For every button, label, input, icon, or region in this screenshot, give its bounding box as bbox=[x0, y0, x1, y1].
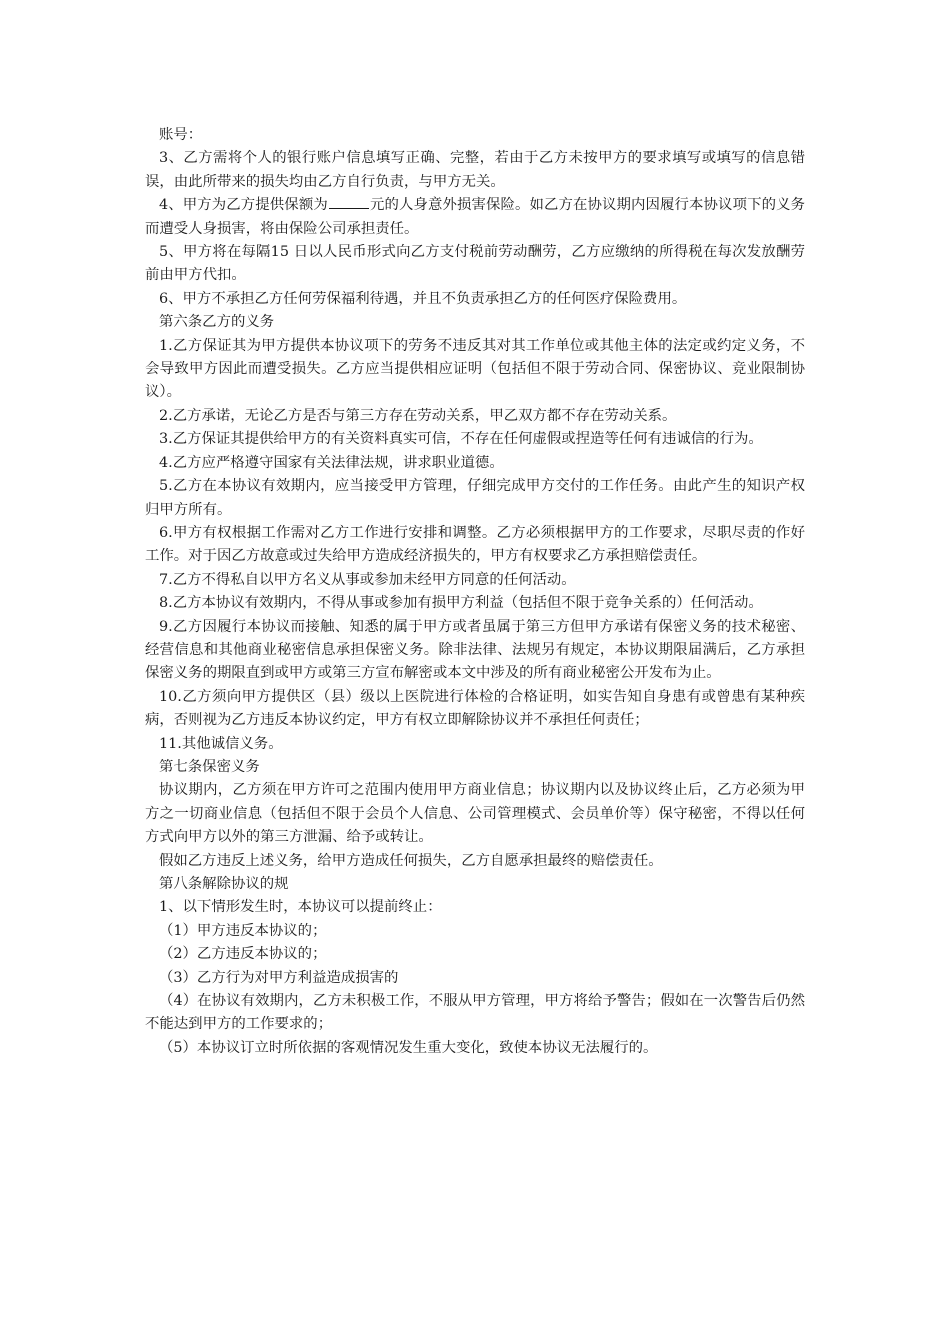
paragraph: 假如乙方违反上述义务，给甲方造成任何损失，乙方自愿承担最终的赔偿责任。 bbox=[159, 852, 663, 869]
paragraph: 10.乙方须向甲方提供区（县）级以上医院进行体检的合格证明，如实告知自身患有或曾患有某种疾病，否则视为乙方违反本协议约定，甲方有权立即解除协议并不承担任何责任； bbox=[145, 688, 805, 729]
paragraph: 4.乙方应严格遵守国家有关法律法规，讲求职业道德。 bbox=[159, 454, 504, 471]
section-heading: 第六条乙方的义务 bbox=[159, 314, 275, 331]
section-heading: 第七条保密义务 bbox=[159, 758, 260, 775]
paragraph: 6.甲方有权根据工作需对乙方工作进行安排和调整。乙方必须根据甲方的工作要求，尽职尽责的作好工作。对于因乙方故意或过失给甲方造成经济损失的，甲方有权要求乙方承担赔偿责任。 bbox=[145, 524, 805, 565]
paragraph: 协议期内，乙方须在甲方许可之范围内使用甲方商业信息；协议期内以及协议终止后，乙方必须为甲方之一切商业信息（包括但不限于会员个人信息、公司管理模式、会员单价等）保守秘密，不得以任何方式向甲方以外的第三方泄漏、给予或转让。 bbox=[145, 782, 805, 846]
paragraph: 6、甲方不承担乙方任何劳保福利待遇，并且不负责承担乙方的任何医疗保险费用。 bbox=[159, 290, 687, 307]
paragraph: 8.乙方本协议有效期内，不得从事或参加有损甲方利益（包括但不限于竞争关系的）任何活动。 bbox=[159, 595, 763, 612]
paragraph: 1、以下情形发生时，本协议可以提前终止： bbox=[159, 899, 442, 916]
paragraph: （3）乙方行为对甲方利益造成损害的 bbox=[159, 969, 399, 986]
paragraph bbox=[145, 194, 805, 241]
paragraph: 5、甲方将在每隔15 日以人民币形式向乙方支付税前劳动酬劳，乙方应缴纳的所得税在每次发放酬劳前由甲方代扣。 bbox=[145, 244, 805, 284]
section-heading: 第八条解除协议的规 bbox=[159, 876, 289, 892]
paragraph: 账号： bbox=[159, 127, 203, 143]
paragraph: 11.其他诚信义务。 bbox=[159, 735, 283, 752]
paragraph-text-before: 4、甲方为乙方提供保额为 bbox=[159, 197, 328, 214]
fill-in-blank bbox=[329, 194, 369, 209]
paragraph: 2.乙方承诺，无论乙方是否与第三方存在劳动关系，甲乙双方都不存在劳动关系。 bbox=[159, 407, 677, 424]
paragraph: 1.乙方保证其为甲方提供本协议项下的劳务不违反其对其工作单位或其他主体的法定或约定义务，不会导致甲方因此而遭受损失。乙方应当提供相应证明（包括但不限于劳动合同、保密协议、竞业限制协议）。 bbox=[145, 337, 805, 401]
paragraph: 3.乙方保证其提供给甲方的有关资料真实可信，不存在任何虚假或捏造等任何有违诚信的行为。 bbox=[159, 431, 763, 448]
paragraph: 9.乙方因履行本协议而接触、知悉的属于甲方或者虽属于第三方但甲方承诺有保密义务的技术秘密、经营信息和其他商业秘密信息承担保密义务。除非法律、法规另有规定，本协议期限届满后，乙方承担保密义务的期限直到或甲方或第三方宣布解密或本文中涉及的所有商业秘密公开发布为止。 bbox=[145, 618, 805, 682]
paragraph: 3、乙方需将个人的银行账户信息填写正确、完整，若由于乙方未按甲方的要求填写或填写的信息错误，由此所带来的损失均由乙方自行负责，与甲方无关。 bbox=[145, 150, 805, 190]
paragraph: （4）在协议有效期内，乙方未积极工作，不服从甲方管理，甲方将给予警告；假如在一次警告后仍然不能达到甲方的工作要求的； bbox=[145, 993, 805, 1033]
paragraph: （1）甲方违反本协议的； bbox=[159, 922, 327, 939]
paragraph: 7.乙方不得私自以甲方名义从事或参加未经甲方同意的任何活动。 bbox=[159, 571, 576, 588]
document-page bbox=[145, 124, 805, 1060]
paragraph: 5.乙方在本协议有效期内，应当接受甲方管理，仔细完成甲方交付的工作任务。由此产生的知识产权归甲方所有。 bbox=[145, 478, 805, 518]
paragraph: （2）乙方违反本协议的； bbox=[159, 946, 327, 963]
paragraph-text-after: 元的人身意外损害保险。如乙方在协议期内因履行本协议项下的义务而遭受人身损害，将由保险公司承担责任。 bbox=[145, 197, 805, 237]
paragraph: （5）本协议订立时所依据的客观情况发生重大变化，致使本协议无法履行的。 bbox=[159, 1039, 658, 1056]
